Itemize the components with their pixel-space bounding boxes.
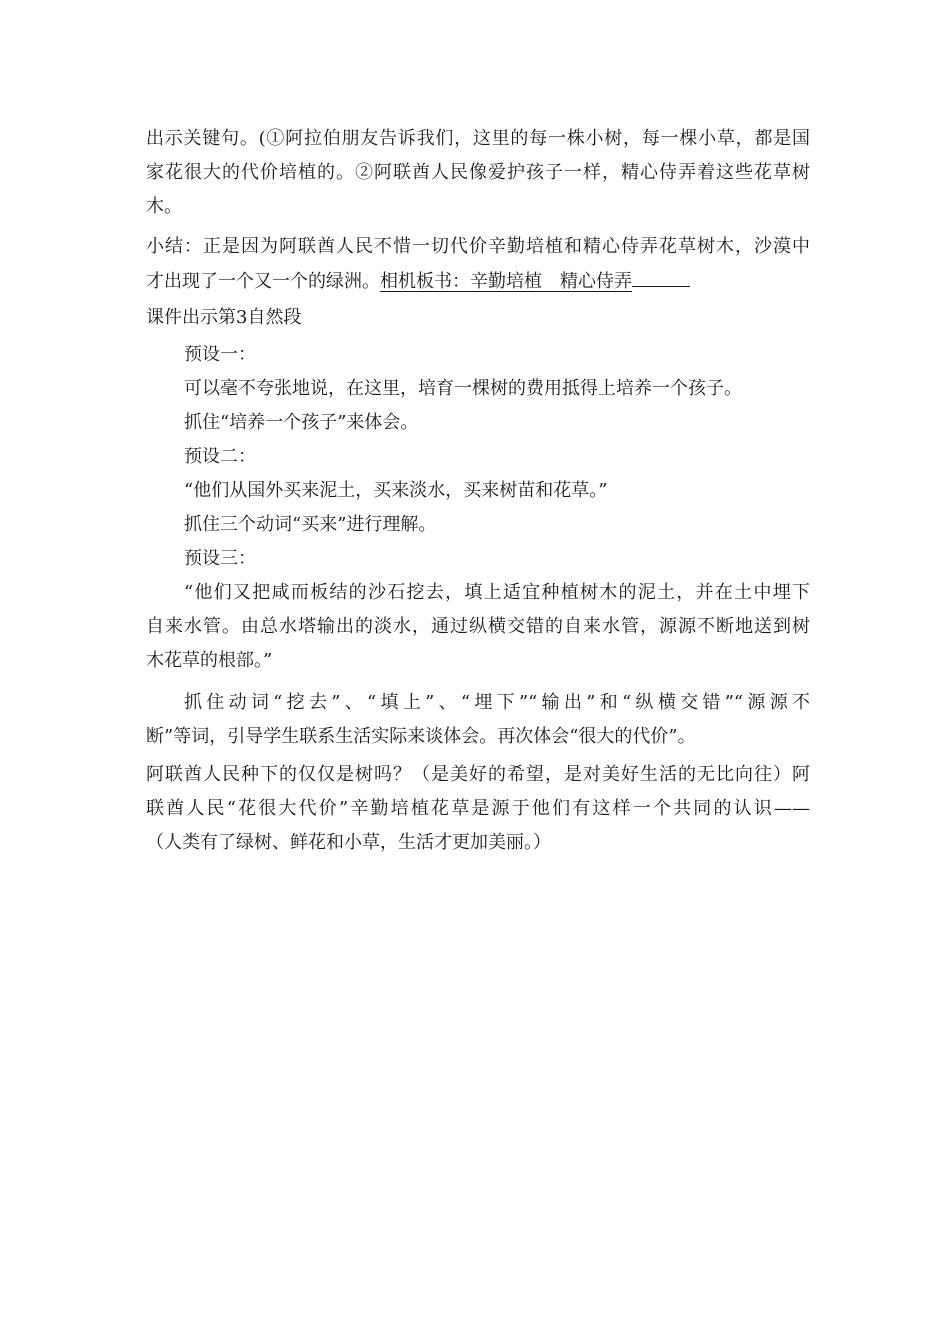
text-line: 自来水管。由总水塔输出的淡水，通过纵横交错的自来水管，源源不断地送到树 — [146, 616, 810, 637]
preset-section — [146, 338, 810, 576]
text-line: （人类有了绿树、鲜花和小草，生活才更加美丽。） — [146, 832, 551, 853]
summary-paragraph — [146, 230, 810, 298]
text-line: “他们又把咸而板结的沙石挖去，填上适宜种植树木的泥土，并在土中埋下 — [184, 582, 810, 603]
text-line — [146, 264, 810, 298]
preset-1-label: 预设一： — [184, 344, 256, 365]
text-line: 断”等词，引导学生联系生活实际来谈体会。再次体会“很大的代价”。 — [146, 726, 696, 747]
text-line: 小结：正是因为阿联酋人民不惜一切代价辛勤培植和精心侍弄花草树木，沙漠中 — [146, 236, 810, 257]
courseware-heading — [146, 301, 810, 335]
text-line: 阿联酋人民种下的仅仅是树吗？（是美好的希望，是对美好生活的无比向往）阿 — [146, 764, 810, 785]
board-note: 相机板书：辛勤培植 精心侍弄 — [380, 271, 632, 292]
text-line: 抓住动词“挖去”、“填上”、“埋下”“输出”和“纵横交错”“源源不 — [184, 692, 810, 713]
preset-2-note: 抓住三个动词“买来”进行理解。 — [184, 514, 437, 535]
key-sentence-paragraph — [146, 122, 810, 224]
text-line: 木。 — [146, 196, 182, 217]
preset-3-quote — [146, 576, 810, 678]
preset-3-label: 预设三： — [184, 548, 256, 569]
preset-2-quote: “他们从国外买来泥土，买来淡水，买来树苗和花草。” — [184, 480, 608, 501]
preset-1-quote: 可以毫不夸张地说，在这里，培育一棵树的费用抵得上培养一个孩子。 — [184, 378, 742, 399]
preset-2-label: 预设二： — [184, 446, 256, 467]
text-line: 课件出示第3自然段 — [146, 307, 302, 328]
text-line: 联酋人民“花很大代价”辛勤培植花草是源于他们有这样一个共同的认识—— — [146, 798, 810, 819]
preset-1-note: 抓住“培养一个孩子”来体会。 — [184, 412, 419, 433]
closing-paragraph — [146, 758, 810, 860]
blank-underline — [632, 264, 690, 287]
text-line: 家花很大的代价培植的。②阿联酋人民像爱护孩子一样，精心侍弄着这些花草树 — [146, 162, 810, 183]
text-line: 木花草的根部。” — [146, 650, 273, 671]
summary-text: 才出现了一个又一个的绿洲。 — [146, 271, 380, 292]
preset-3-note — [146, 686, 810, 754]
text-line: 出示关键句。(①阿拉伯朋友告诉我们，这里的每一株小树，每一棵小草，都是国 — [146, 128, 810, 149]
